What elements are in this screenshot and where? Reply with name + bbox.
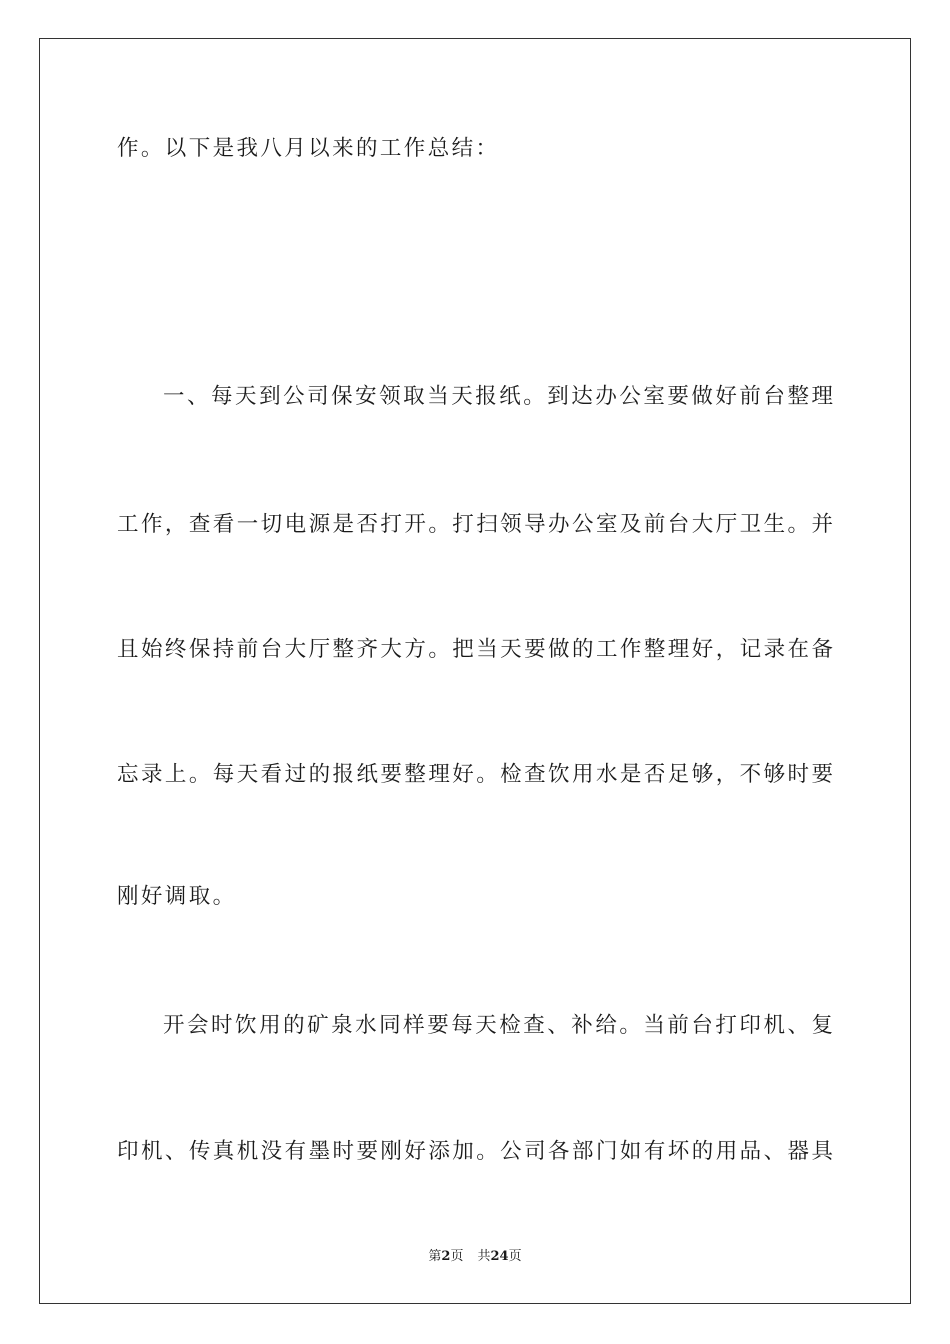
- text-line: 刚好调取。: [117, 884, 237, 909]
- page-suffix: 页: [450, 1249, 464, 1264]
- text-line: 工作，查看一切电源是否打开。打扫领导办公室及前台大厅卫生。并: [117, 512, 833, 537]
- page-footer: [0, 1248, 950, 1266]
- paragraph-first-line: 开会时饮用的矿泉水同样要每天检查、补给。当前台打印机、复: [163, 1013, 833, 1038]
- paragraph-first-line: 一、每天到公司保安领取当天报纸。到达办公室要做好前台整理: [163, 384, 833, 409]
- text-line: 作。以下是我八月以来的工作总结：: [117, 136, 500, 161]
- text-line: 且始终保持前台大厅整齐大方。把当天要做的工作整理好，记录在备: [117, 637, 833, 662]
- total-suffix: 页: [508, 1249, 522, 1264]
- page-number: 2: [441, 1249, 451, 1264]
- total-pages: 24: [490, 1249, 509, 1264]
- text-line: 印机、传真机没有墨时要刚好添加。公司各部门如有坏的用品、器具: [117, 1139, 833, 1164]
- total-prefix: 共: [477, 1249, 491, 1264]
- page-border: [39, 38, 911, 1304]
- text-line: 忘录上。每天看过的报纸要整理好。检查饮用水是否足够，不够时要: [117, 762, 833, 787]
- page-prefix: 第: [428, 1249, 442, 1264]
